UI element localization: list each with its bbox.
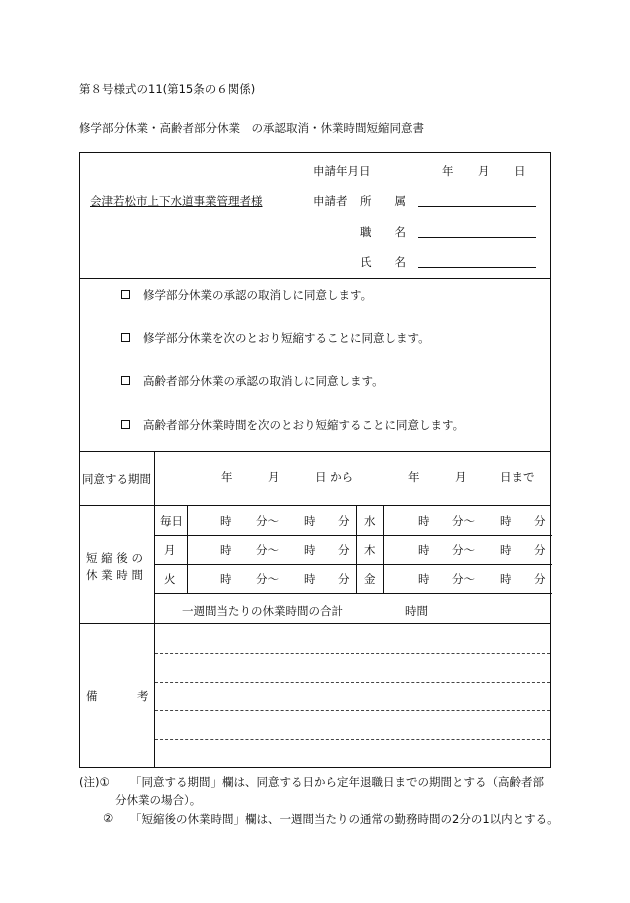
checkbox-label-1: 修学部分休業の承認の取消しに同意します。 <box>143 288 373 302</box>
checkbox-label-4: 高齢者部分休業時間を次のとおり短縮することに同意します。 <box>143 418 465 432</box>
remarks-line[interactable] <box>155 653 550 654</box>
minute-unit: 分 <box>534 514 546 528</box>
day-mon: 月 <box>164 543 176 557</box>
affiliation-label: 所 属 <box>360 194 406 208</box>
hour-unit: 時 <box>500 543 512 557</box>
name-label: 氏 名 <box>360 255 406 269</box>
note-2: 「短縮後の休業時間」欄は、一週間当たりの通常の勤務時間の2分の1以内とする。 <box>130 812 559 826</box>
note-1-line2: 分休業の場合）。 <box>115 793 202 807</box>
minute-unit: 分〜 <box>256 572 279 586</box>
period-to-month: 月 <box>455 470 467 484</box>
hours-label-line2: 休 業 時 間 <box>86 568 143 582</box>
hour-unit: 時 <box>304 514 316 528</box>
applicant-label: 申請者 <box>313 194 348 208</box>
remarks-label-2: 考 <box>137 689 149 703</box>
period-from-month: 月 <box>268 470 280 484</box>
minute-unit: 分〜 <box>452 514 475 528</box>
weekly-total-label: 一週間当たりの休業時間の合計 <box>182 604 343 618</box>
minute-unit: 分 <box>534 543 546 557</box>
day-every: 毎日 <box>160 514 183 528</box>
note-2-marker: ② <box>103 811 114 825</box>
day-thu: 木 <box>364 543 376 557</box>
hour-unit: 時 <box>418 543 430 557</box>
period-to-day: 日まで <box>500 470 535 484</box>
checkbox-1[interactable] <box>121 290 130 299</box>
addressee: 会津若松市上下水道事業管理者様 <box>90 194 263 208</box>
document-title: 修学部分休業・高齢者部分休業 の承認取消・休業時間短縮同意書 <box>79 121 424 135</box>
checkbox-4[interactable] <box>121 420 130 429</box>
period-from-year: 年 <box>221 470 233 484</box>
hour-unit: 時 <box>304 543 316 557</box>
checkbox-label-2: 修学部分休業を次のとおり短縮することに同意します。 <box>143 331 430 345</box>
consent-form <box>79 152 551 768</box>
period-to-year: 年 <box>408 470 420 484</box>
name-field[interactable] <box>418 267 536 268</box>
note-1-line1: 「同意する期間」欄は、同意する日から定年退職日までの期間とする（高齢者部 <box>130 775 544 789</box>
date-month: 月 <box>478 164 490 178</box>
period-from-day: 日 から <box>315 470 354 484</box>
day-fri: 金 <box>364 572 376 586</box>
minute-unit: 分〜 <box>256 514 279 528</box>
minute-unit: 分 <box>338 572 350 586</box>
minute-unit: 分 <box>338 543 350 557</box>
date-year: 年 <box>442 164 454 178</box>
hour-unit: 時 <box>304 572 316 586</box>
affiliation-field[interactable] <box>418 206 536 207</box>
date-day: 日 <box>514 164 526 178</box>
job-title-label: 職 名 <box>360 225 406 239</box>
minute-unit: 分 <box>338 514 350 528</box>
hour-unit: 時 <box>500 572 512 586</box>
checkbox-3[interactable] <box>121 376 130 385</box>
minute-unit: 分〜 <box>452 543 475 557</box>
hour-unit: 時 <box>220 514 232 528</box>
form-number: 第８号様式の11(第15条の６関係) <box>79 82 256 96</box>
job-title-field[interactable] <box>418 237 536 238</box>
minute-unit: 分 <box>534 572 546 586</box>
date-label: 申請年月日 <box>313 164 371 178</box>
day-tue: 火 <box>164 572 176 586</box>
hour-unit: 時 <box>418 572 430 586</box>
checkbox-2[interactable] <box>121 333 130 342</box>
day-wed: 水 <box>364 514 376 528</box>
period-label: 同意する期間 <box>82 472 151 486</box>
remarks-label-1: 備 <box>86 689 98 703</box>
hours-label-line1: 短 縮 後 の <box>86 551 143 565</box>
hour-unit: 時 <box>220 543 232 557</box>
hour-unit: 時 <box>500 514 512 528</box>
remarks-line[interactable] <box>155 710 550 711</box>
weekly-total-unit: 時間 <box>405 604 428 618</box>
hour-unit: 時 <box>418 514 430 528</box>
remarks-line[interactable] <box>155 739 550 740</box>
minute-unit: 分〜 <box>256 543 279 557</box>
notes-prefix: (注)① <box>79 775 110 789</box>
checkbox-label-3: 高齢者部分休業の承認の取消しに同意します。 <box>143 374 384 388</box>
hour-unit: 時 <box>220 572 232 586</box>
minute-unit: 分〜 <box>452 572 475 586</box>
remarks-line[interactable] <box>155 682 550 683</box>
